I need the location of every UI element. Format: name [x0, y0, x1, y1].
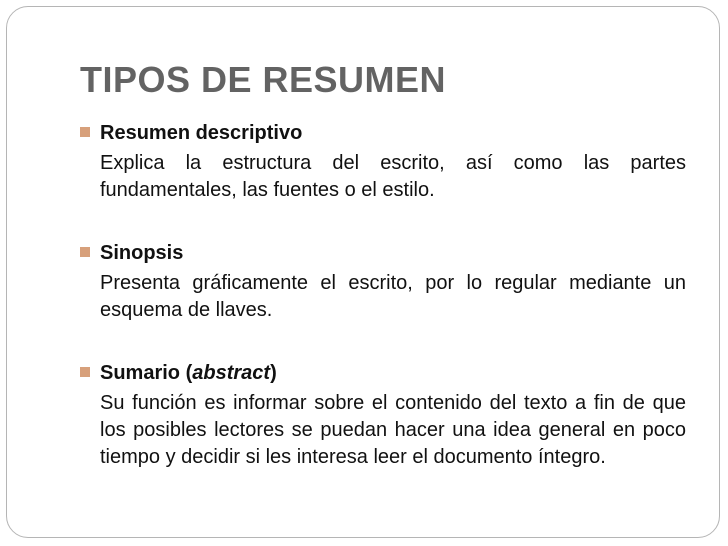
square-bullet-icon [80, 127, 90, 137]
item-heading: Resumen descriptivo [100, 122, 303, 144]
item-description: Su función es informar sobre el contenido del texto a fin de que los posibles lectores se puedan hacer una idea general en poco tiempo y decidir si les interesa leer el documento íntegro. [100, 392, 686, 468]
slide-content [80, 120, 686, 493]
item-heading: Sinopsis [100, 242, 184, 264]
list-item-sumario [80, 360, 686, 471]
heading-prefix: Sumario ( [100, 362, 193, 384]
item-description: Presenta gráficamente el escrito, por lo regular mediante un esquema de llaves. [100, 272, 686, 321]
item-heading [100, 360, 686, 386]
square-bullet-icon [80, 367, 90, 377]
item-description: Explica la estructura del escrito, así como las partes fundamentales, las fuentes o el estilo. [100, 152, 686, 201]
square-bullet-icon [80, 247, 90, 257]
heading-suffix: ) [270, 362, 277, 384]
list-item-sinopsis [80, 240, 686, 324]
list-item-resumen-descriptivo [80, 120, 686, 204]
slide-title: TIPOS DE RESUMEN [80, 59, 447, 100]
heading-italic-term: abstract [192, 362, 271, 384]
